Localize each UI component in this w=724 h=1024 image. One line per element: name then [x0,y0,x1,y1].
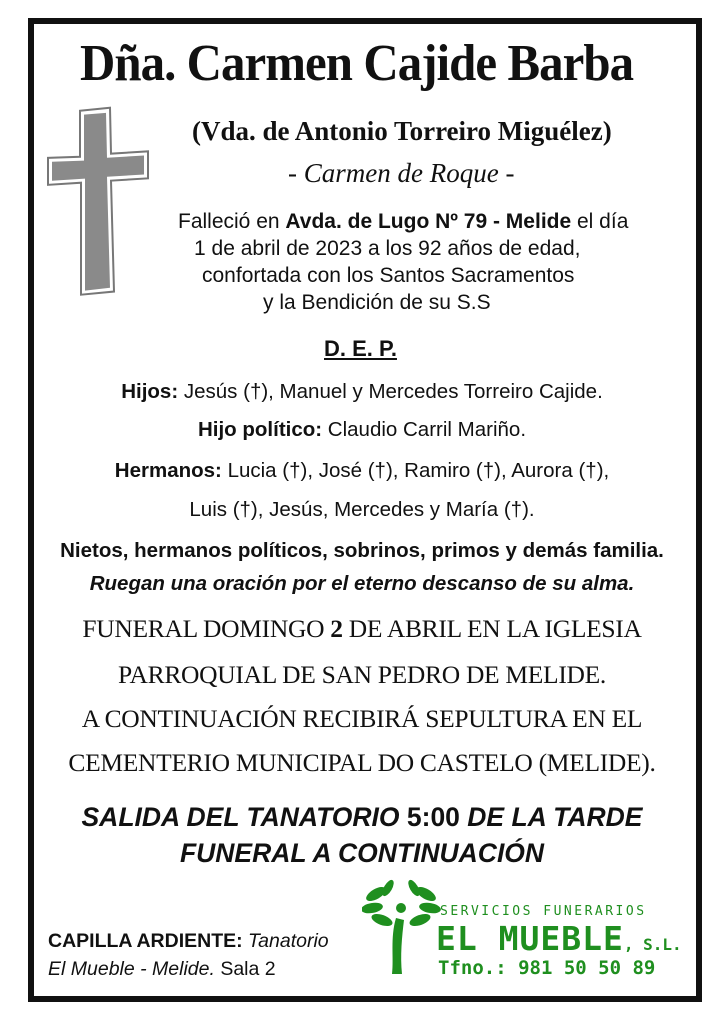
capilla-label: CAPILLA ARDIENTE: [48,930,243,952]
funeral-line-2: PARROQUIAL DE SAN PEDRO DE MELIDE. [117,660,606,689]
widow-of: (Vda. de Antonio Torreiro Miguélez) [192,116,612,146]
salida-line-1 [0,802,724,833]
salida-line-1-post: DE LA TARDE [459,802,643,832]
death-place: Avda. de Lugo Nº 79 - Melide [285,210,572,233]
alias: - Carmen de Roque - [288,158,515,188]
funeral-day-number: 2 [330,614,343,643]
hijos-label: Hijos: [121,380,179,403]
funeral-line-3: A CONTINUACIÓN RECIBIRÁ SEPULTURA EN EL [81,704,643,733]
death-line-1 [178,210,628,234]
hijo-politico-line [0,418,724,442]
hermanos-line-2: Luis (†), Jesús, Mercedes y María (†). [189,498,535,521]
death-line-4: y la Bendición de su S.S [263,291,491,314]
salida-line-1-pre: SALIDA DEL TANATORIO [81,802,407,832]
capilla-place: Tanatorio [242,930,329,952]
capilla-room: Sala 2 [214,958,276,980]
death-line-2: 1 de abril de 2023 a los 92 años de edad, [194,237,581,260]
hijos-names: Jesús (†), Manuel y Mercedes Torreiro Cajide. [178,380,603,403]
funeral-line-1 [0,614,724,644]
funeral-line-1-pre: FUNERAL DOMINGO [82,614,331,643]
hermanos-label: Hermanos: [114,459,222,482]
other-family: Nietos, hermanos políticos, sobrinos, primos y demás familia. [60,539,664,562]
hijo-politico-name: Claudio Carril Mariño. [322,418,527,441]
logo-brand: EL MUEBLE [436,919,624,958]
capilla-line-1 [48,930,329,953]
logo-brand-line [436,919,682,958]
hermanos-names-1: Lucia (†), José (†), Ramiro (†), Aurora (†), [221,459,610,482]
salida-line-2: FUNERAL A CONTINUACIÓN [179,838,545,868]
capilla-location: El Mueble - Melide. [48,958,215,980]
funeral-line-4: CEMENTERIO MUNICIPAL DO CASTELO (MELIDE). [68,748,656,777]
salida-time: 5:00 [406,802,460,832]
logo-tagline: SERVICIOS FUNERARIOS [440,904,647,919]
death-line-3: confortada con los Santos Sacramentos [202,264,575,287]
capilla-line-2 [48,958,276,981]
prayer-request: Ruegan una oración por el eterno descanso de su alma. [89,572,635,595]
hermanos-line-1 [0,459,724,483]
dep-heading: D. E. P. [324,336,397,361]
cross-icon [44,98,152,302]
hijos-line [0,380,724,404]
logo-phone: Tfno.: 981 50 50 89 [438,957,656,979]
funeral-line-1-post: DE ABRIL EN LA IGLESIA [342,614,642,643]
death-line-1-pre: Falleció en [178,210,286,233]
logo-suffix: , S.L. [623,935,682,954]
deceased-name: Dña. Carmen Cajide Barba [80,35,634,92]
tree-logo-icon [362,878,442,976]
death-line-1-post: el día [571,210,629,233]
hijo-politico-label: Hijo político: [197,418,323,441]
